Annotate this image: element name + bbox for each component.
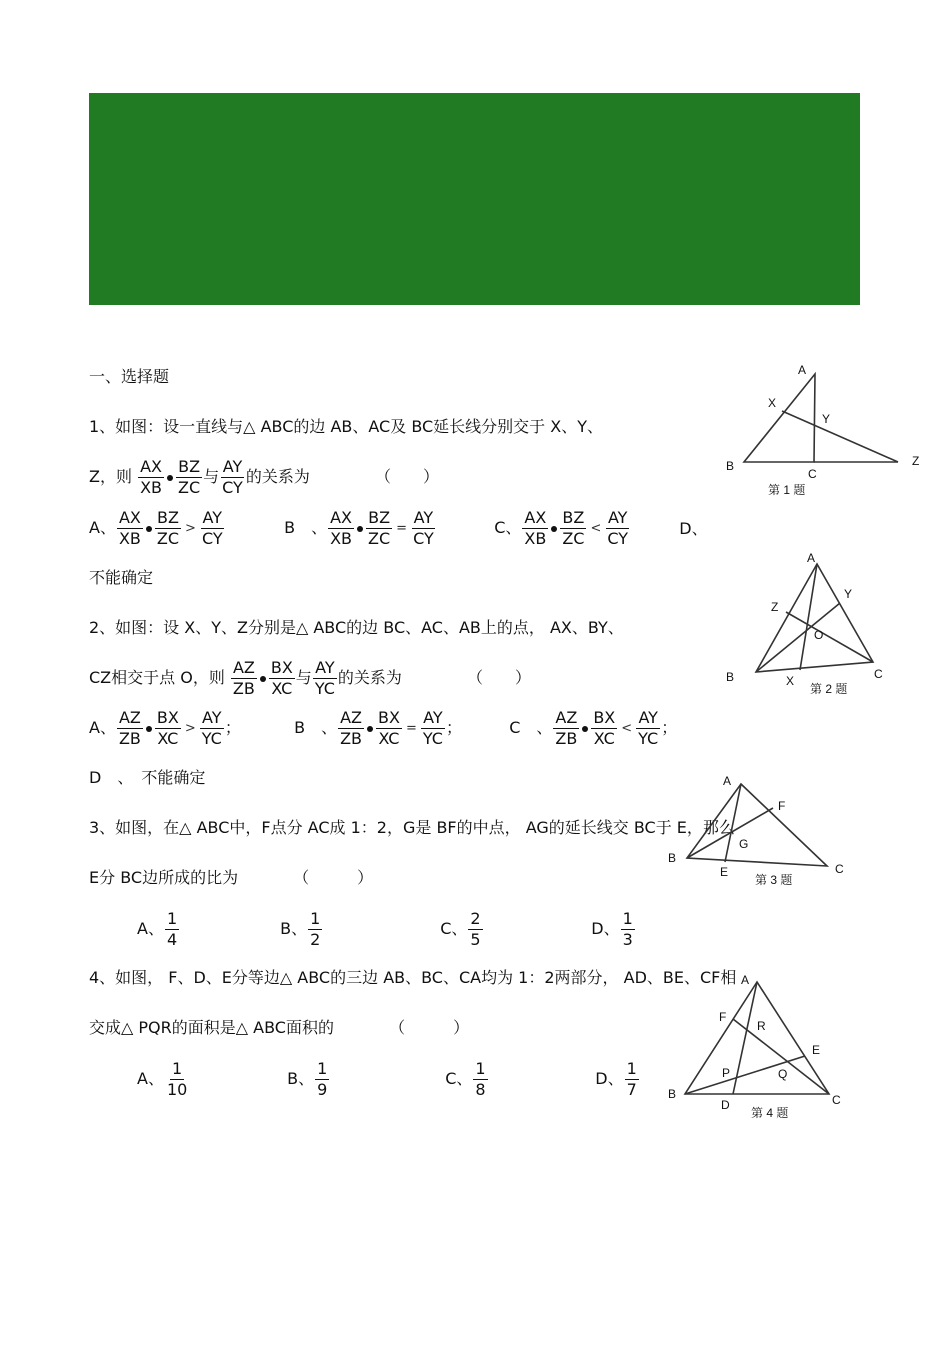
triangle-abc (687, 784, 827, 866)
figure-caption: 第 1 题 (768, 483, 806, 497)
dot-operator (146, 526, 152, 532)
segment-bf (687, 808, 773, 858)
label-c: C (874, 667, 883, 681)
label-b: B (726, 670, 735, 684)
q2-line2-suffix: 的关系为 (337, 668, 402, 687)
q1-frac-bz-zc: $\frac{BZ}{ZC}$ (178, 457, 201, 497)
q3-option-b[interactable]: B、 $\frac{1}{2}$ (280, 908, 321, 949)
label-g: G (739, 837, 749, 851)
figure-caption: 第 2 题 (810, 682, 848, 696)
q3-line1: 3、如图，在△ ABC中，F点分 AC成 1：2，G是 BF的中点， AG的延长线交 BC于 E，那么 (89, 818, 735, 837)
label-x: X (786, 674, 795, 688)
label-c: C (808, 467, 817, 481)
q3-options (137, 906, 636, 950)
label-e: E (720, 865, 729, 879)
q1-connector: 与 (203, 467, 220, 486)
header-banner (89, 93, 860, 305)
label-a: A (741, 973, 750, 987)
dot-operator (260, 676, 266, 682)
label-d: D (721, 1098, 730, 1112)
q2-frac-bx-xc: $\frac{BX}{XC}$ (270, 658, 293, 698)
q2-line1: 2、如图：设 X、Y、Z分别是△ ABC的边 BC、AC、AB上的点， AX、BY、 (89, 618, 624, 637)
label-y: Y (822, 412, 831, 426)
q1-option-a[interactable]: A、 $\frac{AX}{XB}$ $\frac{BZ}{ZC}$ > $\frac{AY}{CY}$ (89, 508, 223, 549)
label-b: B (668, 1087, 677, 1101)
label-z: Z (912, 454, 920, 468)
q4-line1: 4、如图， F、D、E分等边△ ABC的三边 AB、BC、CA均为 1：2两部分， AD、BE、CF相 (89, 968, 737, 987)
section-title: 一、选择题 (89, 367, 170, 386)
q3-option-d[interactable]: D、 $\frac{1}{3}$ (591, 908, 633, 949)
figure-caption: 第 3 题 (755, 873, 793, 887)
label-y: Y (844, 587, 853, 601)
q4-option-d[interactable]: D、 $\frac{1}{7}$ (595, 1058, 637, 1099)
q1-line2 (89, 455, 439, 499)
q2-option-a[interactable]: A、 $\frac{AZ}{ZB}$ $\frac{BX}{XC}$ > $\frac{AY}{YC}$ ； (89, 708, 241, 749)
q4-option-b[interactable]: B、 $\frac{1}{9}$ (287, 1058, 328, 1099)
figure-q1 (720, 358, 930, 503)
dot-operator (367, 726, 373, 732)
label-b: B (668, 851, 677, 865)
transversal-xz (782, 411, 898, 462)
label-a: A (798, 363, 807, 377)
label-e: E (812, 1043, 821, 1057)
label-c: C (835, 862, 844, 876)
q3-option-a[interactable]: A、 $\frac{1}{4}$ (137, 908, 178, 949)
q2-option-c[interactable]: C 、 $\frac{AZ}{ZB}$ $\frac{BX}{XC}$ < $\frac{AY}{YC}$ ； (509, 708, 678, 749)
cevian-by (756, 603, 840, 672)
q1-line2-suffix: 的关系为 (245, 467, 310, 486)
label-r: R (757, 1019, 766, 1033)
label-x: X (768, 396, 777, 410)
q2-options (89, 706, 677, 750)
q3-answer-paren: （ ） (293, 868, 374, 887)
q4-answer-paren: （ ） (389, 1018, 470, 1037)
label-p: P (722, 1066, 731, 1080)
label-f: F (778, 799, 786, 813)
dot-operator (146, 726, 152, 732)
label-c: C (832, 1093, 841, 1107)
dot-operator (357, 526, 363, 532)
figure-caption: 第 4 题 (751, 1106, 789, 1120)
q1-line1: 1、如图：设一直线与△ ABC的边 AB、AC及 BC延长线分别交于 X、Y、 (89, 417, 604, 436)
q3-line2 (89, 856, 373, 900)
dot-operator (551, 526, 557, 532)
q2-option-b[interactable]: B 、 $\frac{AZ}{ZB}$ $\frac{BX}{XC}$ = $\frac{AY}{YC}$ ； (294, 708, 462, 749)
label-o: O (814, 628, 824, 642)
q1-line2-prefix: Z，则 (89, 467, 132, 486)
q1-frac-ay-cy: $\frac{AY}{CY}$ (222, 457, 243, 497)
q2-line2 (89, 656, 531, 700)
q2-answer-paren: （ ） (467, 668, 532, 687)
figure-q3 (665, 772, 865, 894)
q4-option-c[interactable]: C、 $\frac{1}{8}$ (445, 1058, 486, 1099)
figure-q4 (665, 970, 865, 1130)
q4-option-a[interactable]: A、 $\frac{1}{10}$ (137, 1058, 188, 1099)
q2-frac-az-zb: $\frac{AZ}{ZB}$ (232, 658, 255, 698)
label-b: B (726, 459, 735, 473)
q4-line2-text: 交成△ PQR的面积是△ ABC面积的 (89, 1018, 334, 1037)
q3-option-c[interactable]: C、 $\frac{2}{5}$ (440, 908, 481, 949)
label-z: Z (771, 600, 779, 614)
q3-line2-text: E分 BC边所成的比为 (89, 868, 239, 887)
q1-frac-ax-xb: $\frac{AX}{XB}$ (140, 457, 162, 497)
q4-options (137, 1056, 640, 1100)
q1-answer-paren: （ ） (374, 467, 439, 486)
q1-option-c[interactable]: C、 $\frac{AX}{XB}$ $\frac{BZ}{ZC}$ < $\frac{AY}{CY}$ (494, 508, 629, 549)
q1-option-d-text: 不能确定 (89, 568, 154, 587)
dot-operator (167, 475, 173, 481)
figure-q2 (720, 548, 930, 698)
q2-option-d[interactable]: D 、 不能确定 (89, 768, 206, 787)
q4-line2 (89, 1006, 469, 1050)
q1-options (89, 506, 708, 550)
dot-operator (582, 726, 588, 732)
label-q: Q (778, 1067, 788, 1081)
q2-frac-ay-yc: $\frac{AY}{YC}$ (314, 658, 335, 698)
triangle-abc (744, 374, 815, 462)
label-f: F (719, 1010, 727, 1024)
q2-line2-prefix: CZ相交于点 O，则 (89, 668, 225, 687)
q2-connector: 与 (295, 668, 312, 687)
label-a: A (807, 551, 816, 565)
q1-option-b[interactable]: B 、 $\frac{AX}{XB}$ $\frac{BZ}{ZC}$ = $\frac{AY}{CY}$ (284, 508, 434, 549)
q1-option-d[interactable]: D、 (679, 518, 708, 538)
label-a: A (723, 774, 732, 788)
